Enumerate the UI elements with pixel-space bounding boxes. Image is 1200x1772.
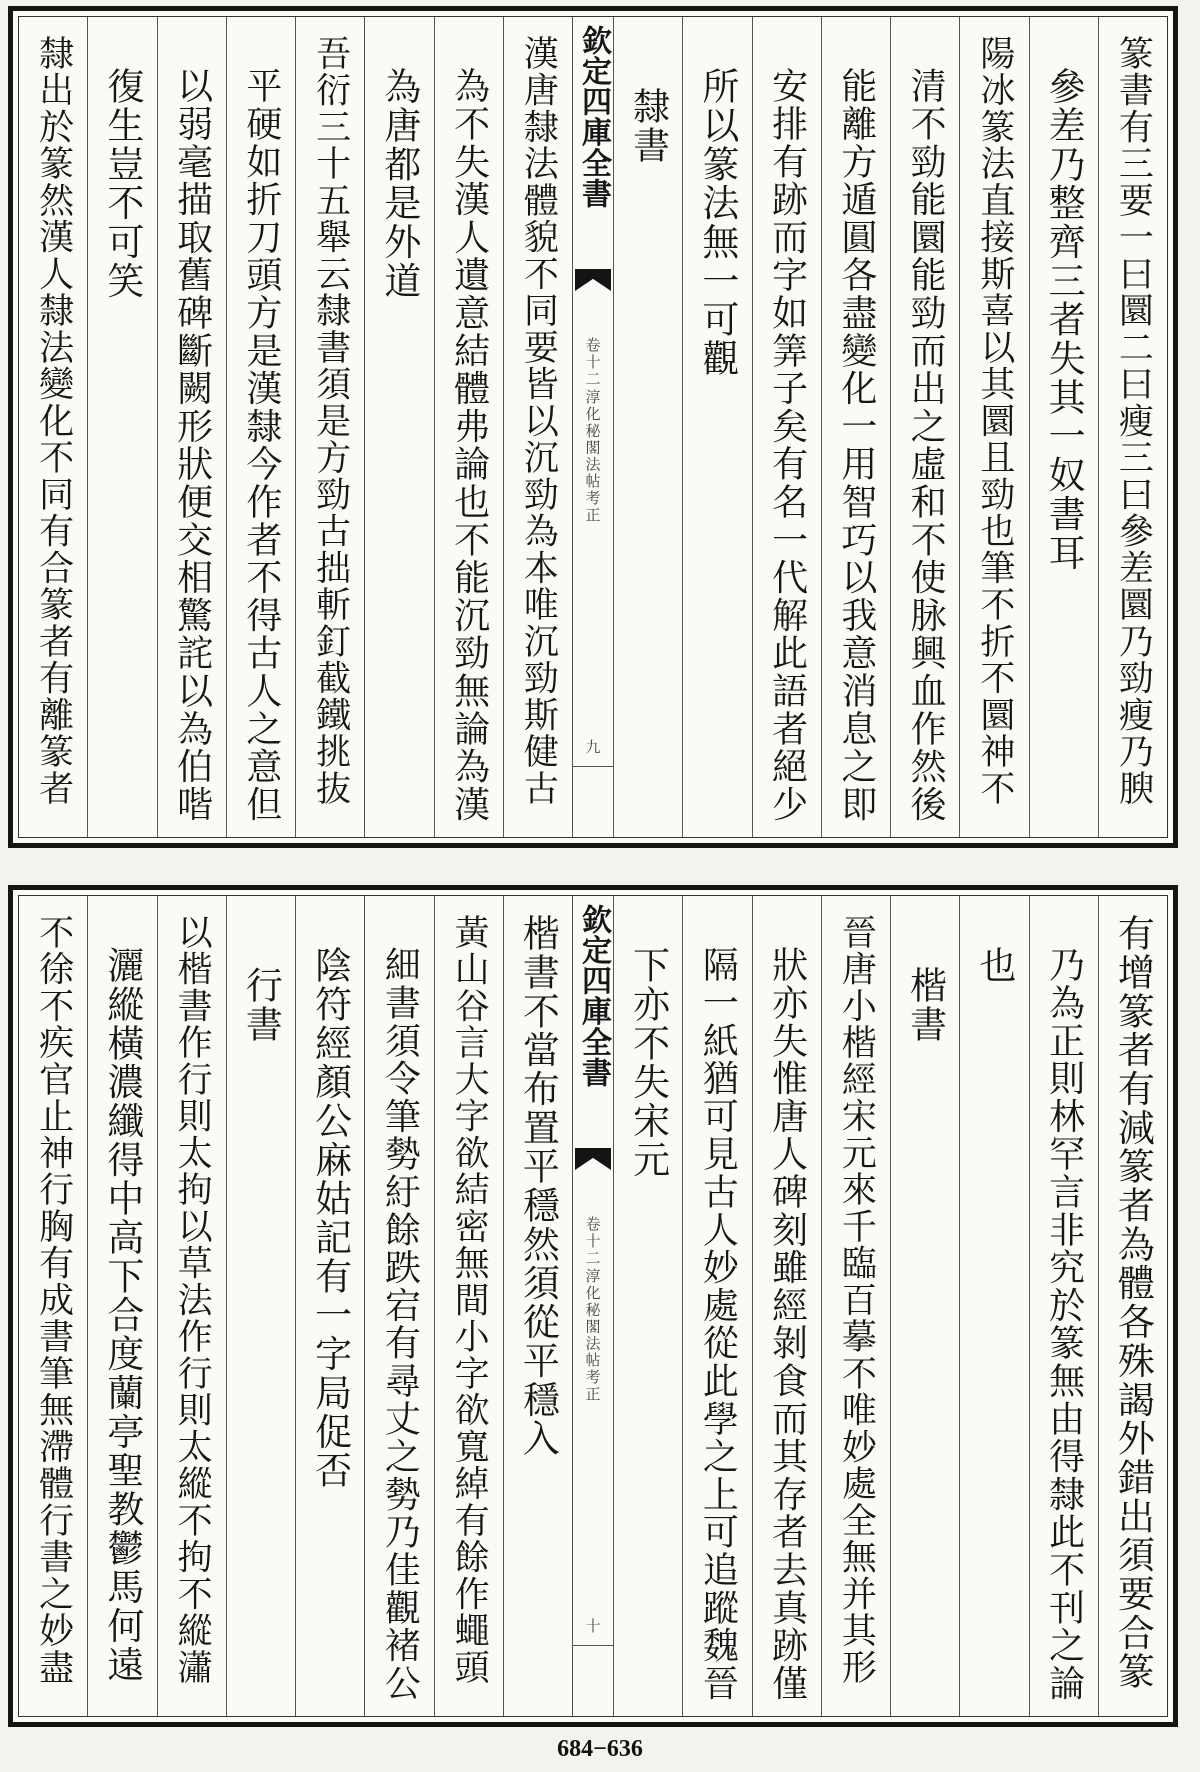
top-page	[8, 6, 1178, 848]
text-column	[157, 896, 226, 1716]
text-column	[682, 17, 751, 837]
text-column	[752, 17, 821, 837]
text-column	[752, 896, 821, 1716]
text-column	[434, 896, 503, 1716]
folio-number: 十	[585, 1617, 601, 1635]
book-title: 欽定四庫全書	[576, 25, 611, 209]
center-margin	[572, 17, 613, 837]
text-column	[19, 17, 87, 837]
folio-rule	[573, 766, 613, 767]
column-text: 乃為正則林罕言非究於篆無由得隸此不刊之論	[1043, 946, 1085, 1702]
text-column	[1098, 896, 1167, 1716]
text-column	[959, 17, 1028, 837]
text-column	[821, 17, 890, 837]
section-heading: 行書	[239, 966, 283, 1044]
text-column	[959, 896, 1028, 1716]
section-heading: 隸書	[626, 87, 670, 165]
text-column	[821, 896, 890, 1716]
column-text: 黃山谷言大字欲結密無間小字欲寬綽有餘作蠅頭	[449, 914, 490, 1686]
section-heading-column	[890, 896, 959, 1716]
volume-label	[583, 1216, 604, 1403]
column-text: 隸出於篆然漢人隸法變化不同有合篆者有離篆者	[33, 35, 74, 807]
page-number: 684−636	[557, 1736, 643, 1762]
bottom-page-columns	[18, 895, 1168, 1717]
column-text: 平硬如折刀頭方是漢隸今作者不得古人之意但	[240, 67, 282, 823]
column-text: 細書須令筆勢紆餘跌宕有尋丈之勢乃佳觀褚公	[379, 946, 421, 1702]
column-text: 為不失漢人遺意結體弗論也不能沉勁無論為漢	[448, 67, 490, 823]
folio-rule	[573, 1645, 613, 1646]
text-column	[1029, 896, 1098, 1716]
column-text: 隔一紙猶可見古人妙處從此學之上可追蹤魏晉	[697, 946, 739, 1702]
folio-number: 九	[585, 738, 601, 756]
text-column	[87, 17, 156, 837]
column-text: 以楷書作行則太拘以草法作行則太縱不拘不縱瀟	[172, 914, 213, 1686]
volume-work: 淳化秘閣法帖考正	[583, 389, 602, 524]
text-column	[87, 896, 156, 1716]
column-text: 篆書有三要一曰圜二曰瘦三曰參差圜乃勁瘦乃腴	[1113, 35, 1154, 807]
volume-chapter: 卷十二	[583, 1216, 602, 1267]
text-column	[364, 17, 433, 837]
column-text: 不徐不疾官止神行胸有成書筆無滯體行書之妙盡	[33, 914, 74, 1686]
column-text: 以弱毫描取舊碑斷闕形狀便交相驚詫以為伯喈	[171, 67, 213, 823]
text-column	[157, 17, 226, 837]
column-text: 參差乃整齊三者失其一奴書耳	[1042, 67, 1086, 573]
section-heading: 楷書	[903, 966, 947, 1044]
column-text: 能離方遁圓各盡變化一用智巧以我意消息之即	[835, 67, 877, 823]
text-column	[434, 17, 503, 837]
column-text: 下亦不失宋元	[626, 946, 670, 1180]
column-text: 狀亦失惟唐人碑刻雖經剝食而其存者去真跡僅	[766, 946, 808, 1702]
book-title: 欽定四庫全書	[576, 904, 611, 1088]
column-text: 有增篆者有減篆者為體各殊謁外錯出須要合篆	[1111, 914, 1155, 1691]
column-text: 所以篆法無一可觀	[695, 67, 739, 378]
column-text: 安排有跡而字如筭子矣有名一代解此語者絕少	[766, 67, 808, 823]
text-column	[295, 896, 364, 1716]
column-text: 清不勁能圜能勁而出之虛和不使脉興血作然後	[905, 67, 947, 823]
volume-chapter: 卷十二	[583, 337, 602, 388]
column-text: 也	[972, 946, 1016, 985]
text-column	[226, 17, 295, 837]
text-column	[682, 896, 751, 1716]
text-column	[19, 896, 87, 1716]
fishtail-mark	[575, 269, 611, 291]
section-heading-column	[613, 17, 682, 837]
text-column	[295, 17, 364, 837]
text-column	[613, 896, 682, 1716]
fishtail-mark	[575, 1148, 611, 1170]
center-margin	[572, 896, 613, 1716]
text-column	[1029, 17, 1098, 837]
top-page-columns	[18, 16, 1168, 838]
text-column	[1098, 17, 1167, 837]
column-text: 漢唐隸法體貌不同要皆以沉勁為本唯沉勁斯健古	[518, 35, 559, 807]
column-text: 為唐都是外道	[377, 67, 421, 301]
text-column	[364, 896, 433, 1716]
column-text: 晉唐小楷經宋元來千臨百摹不唯妙處全無并其形	[836, 914, 877, 1686]
bottom-page	[8, 885, 1178, 1727]
column-text: 陽冰篆法直接斯喜以其圜且勁也筆不折不圜神不	[974, 35, 1015, 807]
column-text: 陰符經顏公麻姑記有一字局促否	[308, 946, 352, 1490]
text-column	[503, 896, 572, 1716]
column-text: 楷書不當布置平穩然須從平穩入	[516, 914, 560, 1458]
volume-label	[583, 337, 604, 524]
column-text: 灑縱橫濃纖得中高下合度蘭亭聖教鬱馬何遠	[100, 946, 144, 1685]
volume-work: 淳化秘閣法帖考正	[583, 1268, 602, 1403]
column-text: 復生豈不可笑	[100, 67, 144, 301]
section-heading-column	[226, 896, 295, 1716]
text-column	[503, 17, 572, 837]
text-column	[890, 17, 959, 837]
column-text: 吾衍三十五舉云隸書須是方勁古拙斬釘截鐵挑抜	[310, 35, 351, 807]
